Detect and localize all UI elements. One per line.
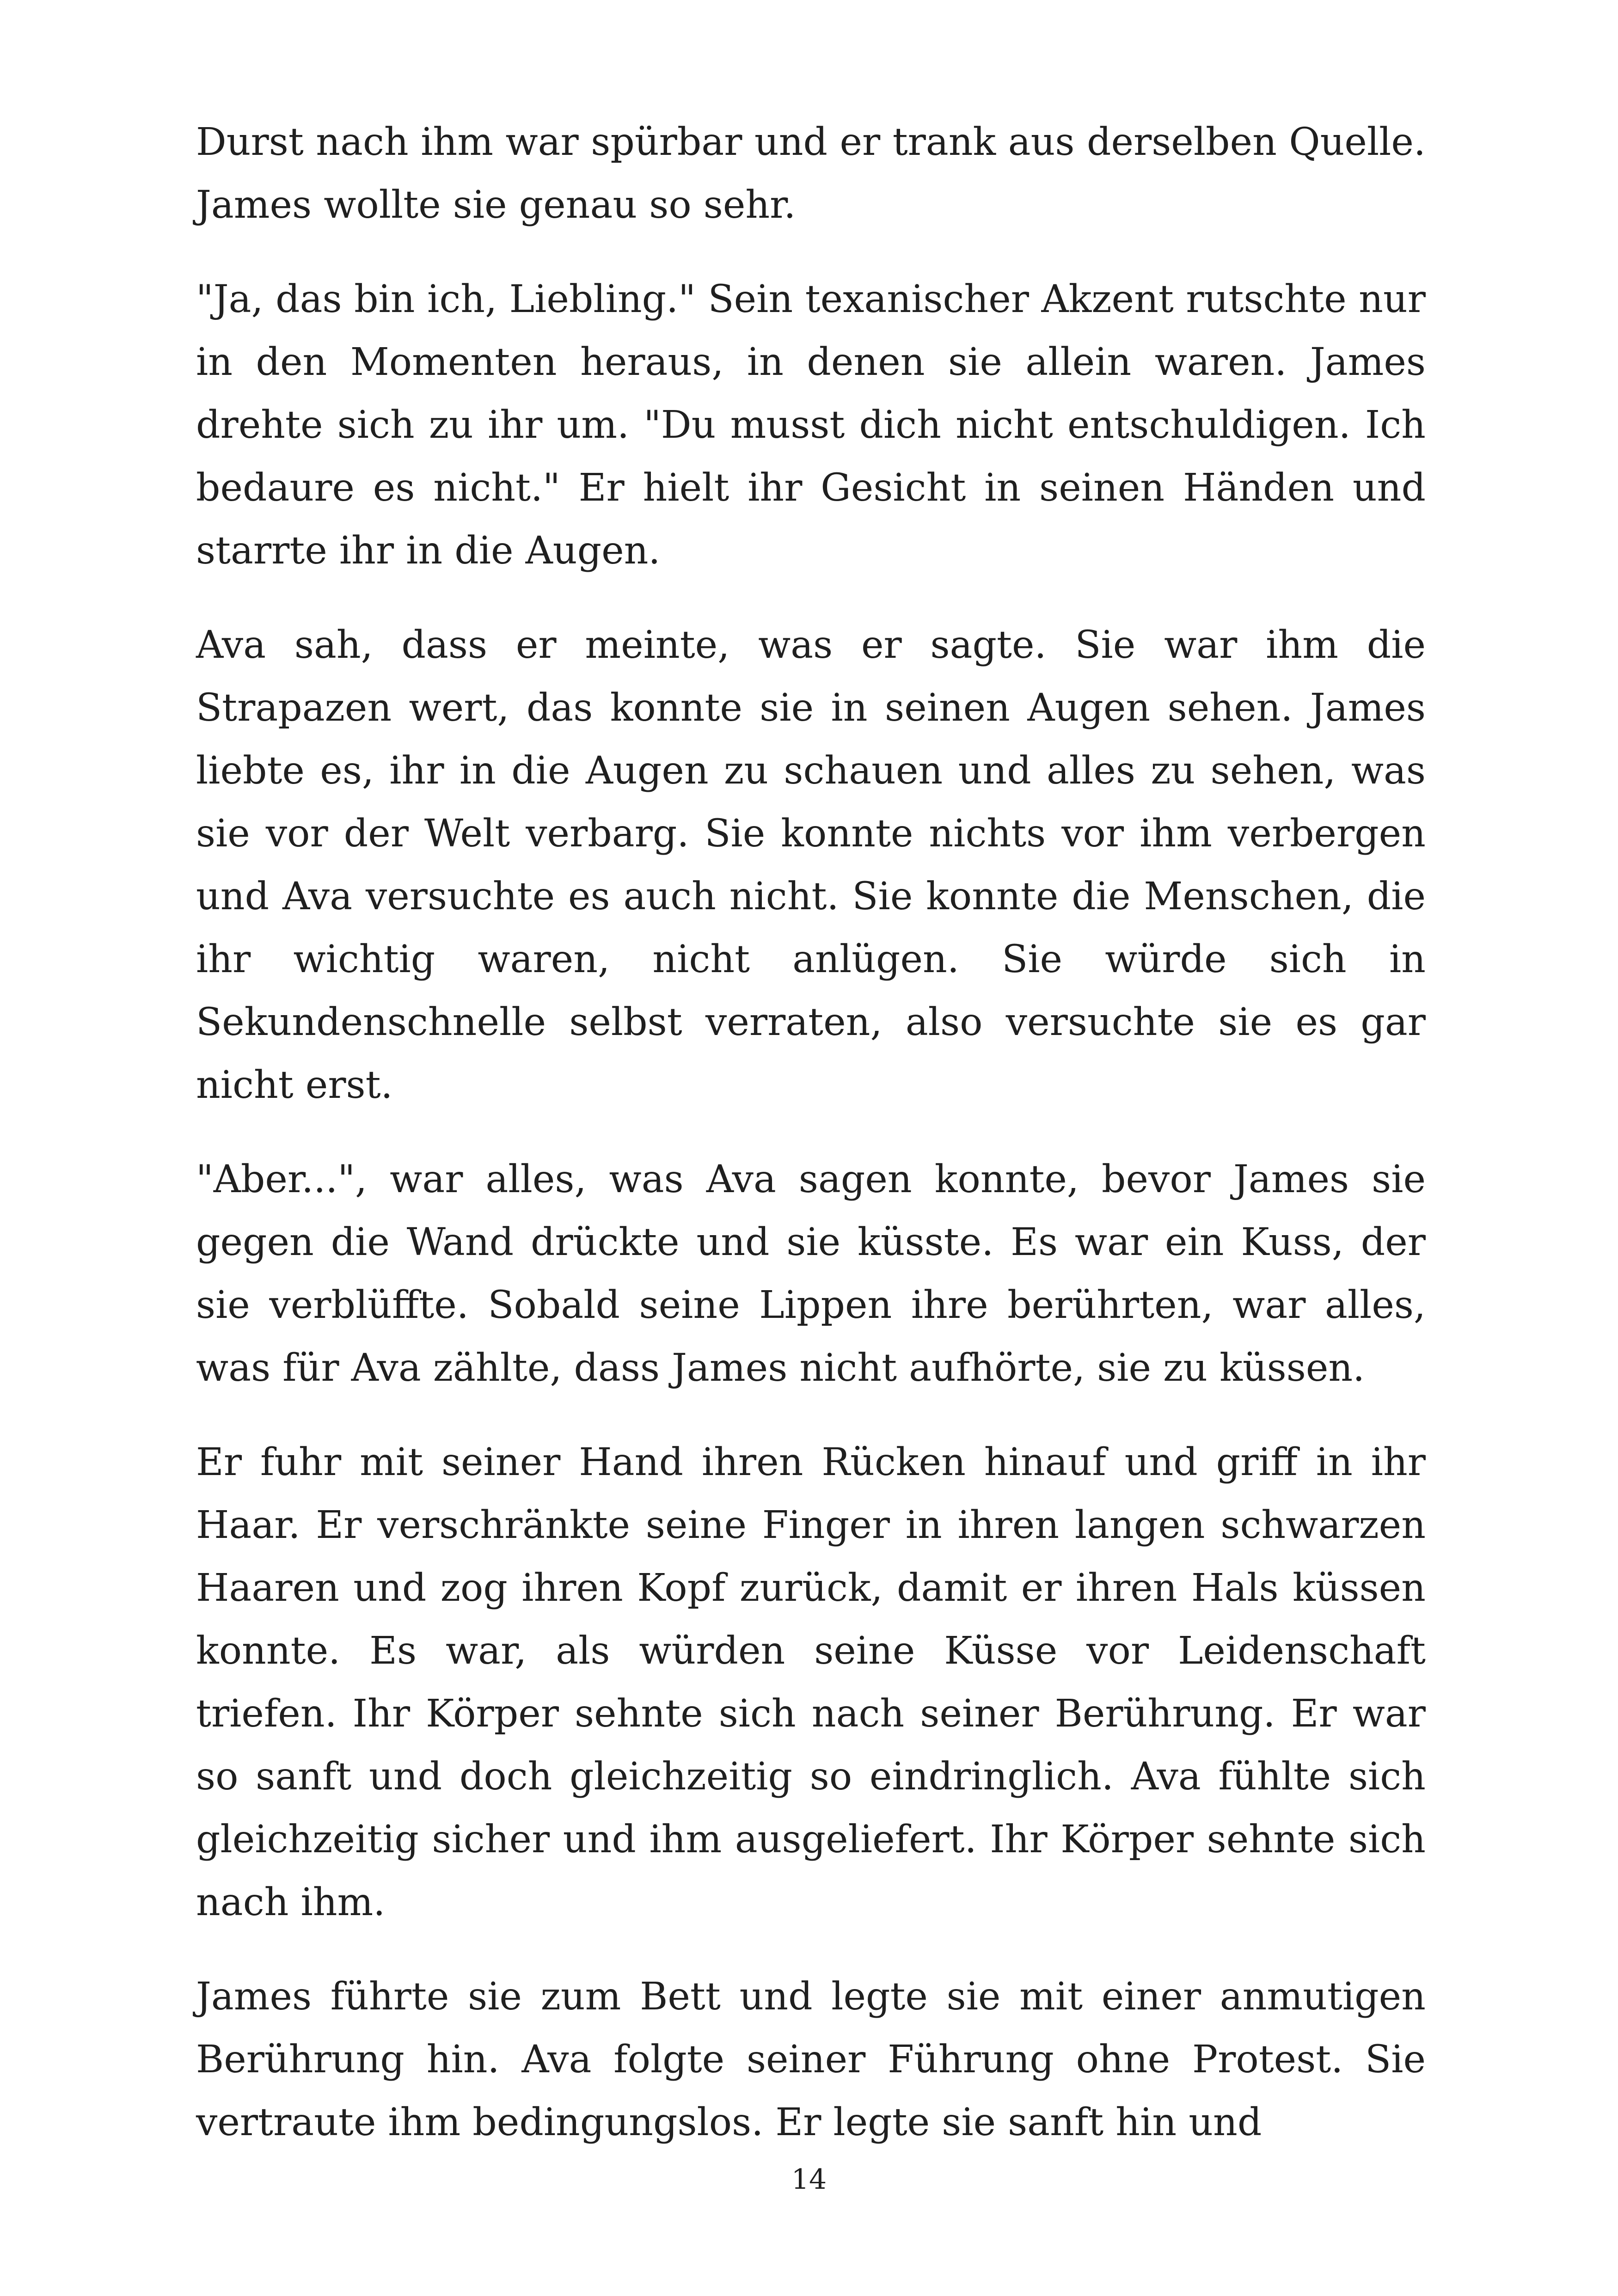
paragraph-6: James führte sie zum Bett und legte sie mit einer anmutigen Berührung hin. Ava folgte seiner Führung ohne Protest. Sie vertraute ihm bedingungslos. Er legte sie sanft hin und (196, 1975, 1426, 2144)
page-number: 14 (791, 2163, 827, 2196)
paragraph-3: Ava sah, dass er meinte, was er sagte. Sie war ihm die Strapazen wert, das konnte sie in seinen Augen sehen. James liebte es, ihr in die Augen zu schauen und alles zu sehen, was sie vor der Welt verbarg. Sie konnte nichts vor ihm verbergen und Ava versuchte es auch nicht. Sie konnte die Menschen, die ihr wichtig waren, nicht anlügen. Sie würde sich in Sekundenschnelle selbst verraten, also versuchte sie es gar nicht erst. (196, 623, 1426, 1107)
paragraph-1: Durst nach ihm war spürbar und er trank aus derselben Quelle. James wollte sie genau so sehr. (196, 120, 1426, 227)
body-text (196, 111, 1426, 2186)
paragraph-2: "Ja, das bin ich, Liebling." Sein texanischer Akzent rutschte nur in den Momenten heraus, in denen sie allein waren. James drehte sich zu ihr um. "Du musst dich nicht entschuldigen. Ich bedaure es nicht." Er hielt ihr Gesicht in seinen Händen und starrte ihr in die Augen. (196, 277, 1426, 573)
paragraph-5: Er fuhr mit seiner Hand ihren Rücken hinauf und griff in ihr Haar. Er verschränkte seine Finger in ihren langen schwarzen Haaren und zog ihren Kopf zurück, damit er ihren Hals küssen konnte. Es war, als würden seine Küsse vor Leidenschaft triefen. Ihr Körper sehnte sich nach seiner Berührung. Er war so sanft und doch gleichzeitig so eindringlich. Ava fühlte sich gleichzeitig sicher und ihm ausgeliefert. Ihr Körper sehnte sich nach ihm. (196, 1440, 1426, 1924)
paragraph-4: "Aber...", war alles, was Ava sagen konnte, bevor James sie gegen die Wand drückte und sie küsste. Es war ein Kuss, der sie verblüffte. Sobald seine Lippen ihre berührten, war alles, was für Ava zählte, dass James nicht aufhörte, sie zu küssen. (196, 1157, 1426, 1390)
